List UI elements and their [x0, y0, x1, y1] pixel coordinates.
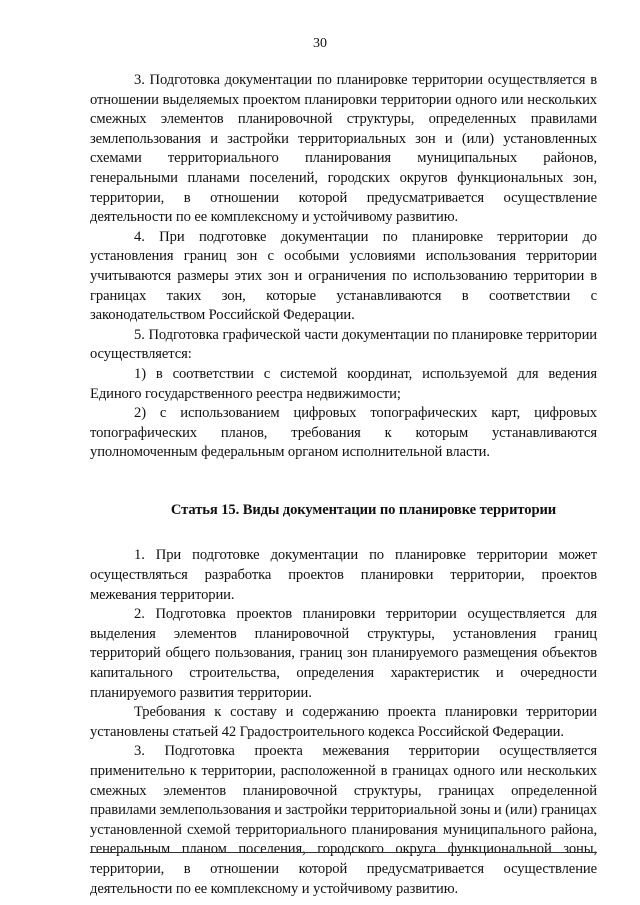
section-spacer — [90, 520, 597, 546]
paragraph-item-5: 5. Подготовка графической части документации по планировке территории осуществляется: — [90, 326, 597, 363]
page-number: 30 — [313, 36, 327, 51]
footer-divider — [90, 852, 597, 853]
paragraph-item-3: 3. Подготовка документации по планировке территории осуществляется в отношении выделяемых проектом планировки территории одного или нескольких смежных элементов планировочной структуры, определенных правилами землепользования и застройки территориальных зон и (или) установленных схемами территориального планирования муниципальных районов, генеральными планами поселений, городских округов функциональных зон, территории, в отношении которой предусматривается осуществление деятельности по ее комплексному и устойчивому развитию. — [90, 72, 597, 226]
article-paragraph-3: 3. Подготовка проекта межевания территории осуществляется применительно к территории, расположенной в границах одного или нескольких смежных элементов планировочной структуры, границах определенной правилами землепользования и застройки территориальной зоны и (или) границах установленной схемой территориального планирования муниципального района, генеральным планом поселения, городского округа функциональной зоны, территории, в отношении которой предусматривается осуществление деятельности по ее комплексному и устойчивому развитию. — [90, 743, 597, 897]
article-heading: Статья 15. Виды документации по планировке территории — [170, 501, 557, 518]
document-body — [90, 71, 597, 899]
paragraph-subitem-2: 2) с использованием цифровых топографических карт, цифровых топографических планов, требования к которым устанавливаются уполномоченным федеральным органом исполнительной власти. — [90, 405, 597, 461]
article-paragraph-requirements: Требования к составу и содержанию проекта планировки территории установлены статьей 42 Градостроительного кодекса Российской Федерации. — [90, 704, 597, 740]
section-spacer — [90, 463, 597, 501]
article-paragraph-1: 1. При подготовке документации по планировке территории может осуществляться разработка проектов планировки территории, проектов межевания территории. — [90, 547, 597, 603]
paragraph-item-4: 4. При подготовке документации по планировке территории до установления границ зон с особыми условиями использования территории учитываются размеры этих зон и ограничения по использованию территории в границах таких зон, которые устанавливаются в соответствии с законодательством Российской Федерации. — [90, 228, 597, 324]
paragraph-subitem-1: 1) в соответствии с системой координат, используемой для ведения Единого государственного реестра недвижимости; — [90, 365, 597, 402]
article-paragraph-2: 2. Подготовка проектов планировки территории осуществляется для выделения элементов планировочной структуры, установления границ территорий общего пользования, границ зон планируемого размещения объектов капитального строительства, определения характеристик и очередности планируемого развития территории. — [90, 606, 597, 701]
